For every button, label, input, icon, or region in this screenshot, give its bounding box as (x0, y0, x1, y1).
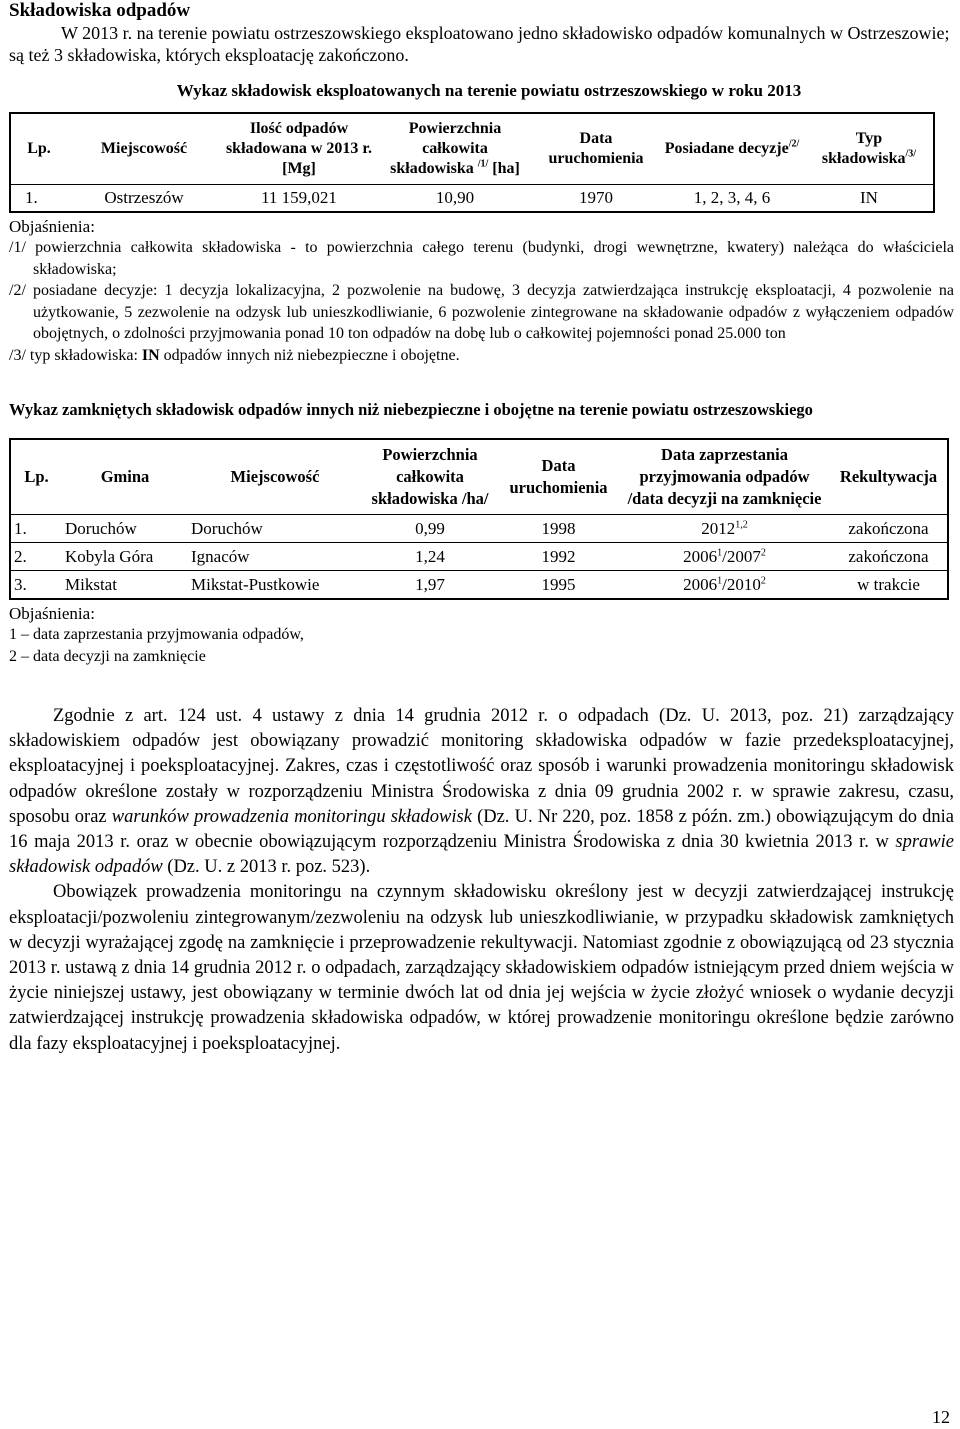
note-2: /2/ posiadane decyzje: 1 decyzja lokalizacyjna, 2 pozwolenie na budowę, 3 decyzja zatwierdzająca instrukcję eksploatacji, 4 pozwolenie na użytkowanie, 5 zezwolenie na odzysk lub unieszkodliwianie, 6 pozwolenie zintegrowane na składowanie odpadów z wyłączeniem odpadów obojętnych, o zdolności przyjmowania ponad 10 ton odpadów na dobę lub o całkowitej pojemności ponad 25.000 ton (9, 282, 954, 342)
body-paragraph-1: Zgodnie z art. 124 ust. 4 ustawy z dnia 14 grudnia 2012 r. o odpadach (Dz. U. 2013, poz. 21) zarządzający składowiskiem odpadów jest obowiązany prowadzić monitoring składowiska odpadów w fazie przedeksploatacyjnej, eksploatacyjnej i poeksploatacyjnej. Zakres, czas i częstotliwość oraz sposób i warunki prowadzenia monitoringu składowisk odpadów określone zostały w rozporządzeniu Ministra Środowiska z dnia 09 grudnia 2002 r. w sprawie zakresu, czasu, sposobu oraz warunków prowadzenia monitoringu składowisk (Dz. U. Nr 220, poz. 1858 z późn. zm.) obowiązującym do dnia 16 maja 2013 r. oraz w obecnie obowiązującym rozporządzeniu Ministra Środowiska z dnia 30 kwietnia 2013 r. w sprawie składowisk odpadów (Dz. U. z 2013 r. poz. 523). (9, 706, 954, 878)
body-paragraph-2: Obowiązek prowadzenia monitoringu na czynnym składowisku określony jest w decyzji zatwierdzającej instrukcję eksploatacji/pozwoleniu zintegrowanym/zezwoleniu na odzysk lub unieszkodliwianie, w przypadku składowisk zamkniętych w decyzji wyrażającej zgodę na zamknięcie i przeprowadzenie rekultywacji. Natomiast zgodnie z obowiązującą od 23 stycznia 2013 r. ustawą z dnia 14 grudnia 2012 r. o odpadach, zarządzający składowiskiem odpadów istniejącym przed dniem wejścia w życie niniejszej ustawy, jest obowiązany w terminie dwóch lat od dnia jej wejścia w życie złożyć wniosek o wydanie decyzji zatwierdzającej instrukcję prowadzenia składowiska odpadów, w której prowadzenie monitoringu określone będzie zarówno dla fazy eksploatacyjnej i poeksploatacyjnej. (9, 882, 954, 1054)
t2-cell-area: 1,24 (362, 543, 498, 571)
t1-cell-amount: 11 159,021 (221, 185, 377, 213)
notes1-title: Objaśnienia: (9, 217, 95, 236)
t2-cell-recl: w trakcie (830, 571, 948, 600)
t1-header-amount: Ilość odpadów składowana w 2013 r. [Mg] (225, 120, 373, 177)
notes2-title: Objaśnienia: (9, 604, 95, 623)
t1-cell-type: IN (805, 185, 934, 213)
intro-paragraph: W 2013 r. na terenie powiatu ostrzeszowskiego eksploatowano jedno składowisko odpadów komunalnych w Ostrzeszowie; są też 3 składowiska, których eksploatację zakończono. (9, 23, 950, 65)
t2-header-place: Miejscowość (230, 467, 320, 486)
t1-cell-decisions: 1, 2, 3, 4, 6 (659, 185, 805, 213)
section-heading: Składowiska odpadów (9, 0, 191, 21)
note2-1: 1 – data zaprzestania przyjmowania odpadów, (9, 626, 304, 643)
table1-header-row (10, 113, 934, 185)
t2-cell-end: 2006$^1$/2010$^2$ (619, 571, 830, 600)
t1-header-area: Powierzchnia całkowita składowiska $^{/1/}$ [ha] (390, 120, 520, 177)
t2-cell-recl: zakończona (830, 515, 948, 543)
t2-cell-lp: 3. (10, 571, 62, 600)
t2-cell-lp: 1. (10, 515, 62, 543)
t2-cell-end: 2006$^1$/2007$^2$ (619, 543, 830, 571)
document-page (9, 0, 954, 1057)
t2-cell-gmina: Kobyla Góra (62, 543, 188, 571)
t2-header-recl: Rekultywacja (839, 467, 938, 486)
t2-cell-gmina: Doruchów (62, 515, 188, 543)
t1-header-lp: Lp. (27, 140, 51, 157)
t1-header-start: Data uruchomienia (548, 130, 644, 167)
note2-2: 2 – data decyzji na zamknięcie (9, 648, 206, 665)
t2-header-start: Data uruchomienia (509, 456, 608, 497)
table2-header-row (10, 439, 948, 515)
t2-cell-lp: 2. (10, 543, 62, 571)
t2-cell-end: 2012$^{1,2}$ (619, 515, 830, 543)
t1-cell-area: 10,90 (377, 185, 533, 213)
t2-cell-area: 0,99 (362, 515, 498, 543)
table1-title: Wykaz składowisk eksploatowanych na terenie powiatu ostrzeszowskiego w roku 2013 (176, 81, 802, 100)
table2-title: Wykaz zamkniętych składowisk odpadów innych niż niebezpieczne i obojętne na terenie powiatu ostrzeszowskiego (9, 400, 813, 419)
t2-header-end: Data zaprzestania przyjmowania odpadów /data decyzji na zamknięcie (627, 445, 822, 508)
active-landfills-table (9, 112, 935, 213)
t1-cell-place: Ostrzeszów (67, 185, 221, 213)
t2-cell-start: 1992 (498, 543, 619, 571)
t1-cell-lp: 1. (10, 185, 67, 213)
t2-cell-start: 1998 (498, 515, 619, 543)
t2-header-lp: Lp. (24, 467, 49, 486)
t2-cell-place: Ignaców (188, 543, 362, 571)
closed-landfills-table (9, 438, 949, 600)
table-row (10, 543, 948, 571)
t2-cell-place: Doruchów (188, 515, 362, 543)
t2-cell-recl: zakończona (830, 543, 948, 571)
t1-header-decisions: Posiadane decyzje$^{/2/}$ (664, 138, 800, 157)
t1-header-place: Miejscowość (100, 140, 188, 157)
page-number: 12 (932, 1407, 950, 1427)
t2-cell-gmina: Mikstat (62, 571, 188, 600)
t2-header-gmina: Gmina (100, 467, 150, 486)
note-1: /1/ powierzchnia całkowita składowiska - to powierzchnia całego terenu (budynki, drogi wewnętrzne, kwatery) należąca do właściciela składowiska; (9, 239, 954, 278)
t1-header-type: Typ składowiska$^{/3/}$ (821, 130, 917, 167)
note-3: /3/ typ składowiska: IN odpadów innych niż niebezpieczne i obojętne. (9, 346, 460, 364)
t2-header-area: Powierzchnia całkowita składowiska /ha/ (371, 445, 489, 508)
table-row (10, 515, 948, 543)
table-row (10, 185, 934, 213)
t1-cell-start: 1970 (533, 185, 659, 213)
table-row (10, 571, 948, 600)
t2-cell-area: 1,97 (362, 571, 498, 600)
t2-cell-start: 1995 (498, 571, 619, 600)
t2-cell-place: Mikstat-Pustkowie (188, 571, 362, 600)
